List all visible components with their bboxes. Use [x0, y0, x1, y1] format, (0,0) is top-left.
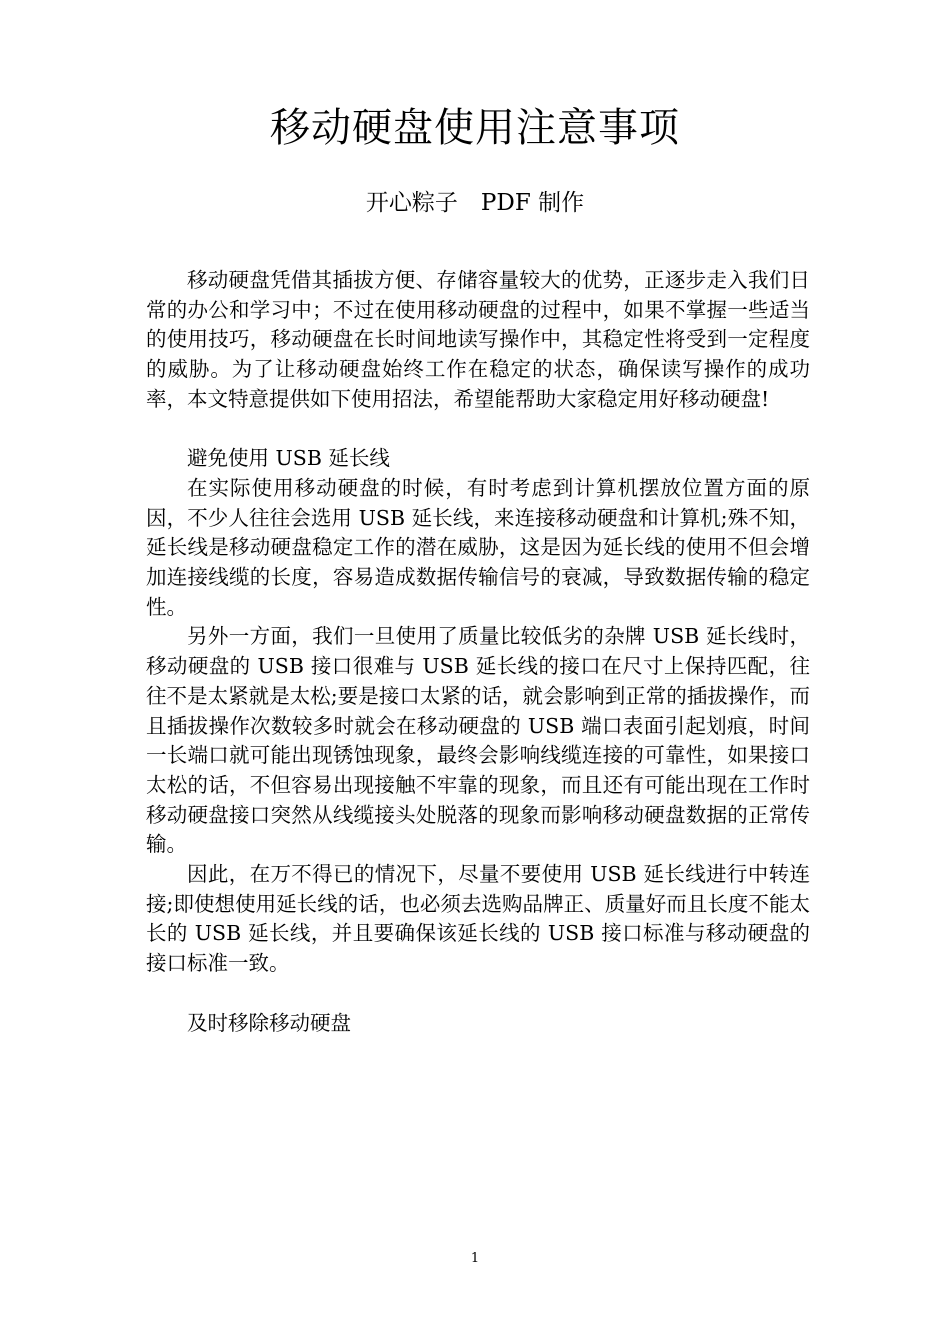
- document-subtitle: 开心粽子 PDF 制作: [365, 190, 585, 216]
- section1-paragraph: 因此，在万不得已的情况下，尽量不要使用 USB 延长线进行中转连接;即使想使用延长线的话，也必须去选购品牌正、质量好而且长度不能太长的 USB 延长线，并且要确保该延长线的 USB 接口标准与移动硬盘的接口标准一致。: [146, 862, 810, 976]
- section-heading-usb-extension: 避免使用 USB 延长线: [187, 446, 390, 471]
- section-heading-remove-drive: 及时移除移动硬盘: [187, 1010, 351, 1035]
- paragraph-spacer: [146, 979, 810, 1009]
- section1-paragraph: 在实际使用移动硬盘的时候，有时考虑到计算机摆放位置方面的原因，不少人往往会选用 USB 延长线，来连接移动硬盘和计算机;殊不知，延长线是移动硬盘稳定工作的潜在威胁，这是因为延长线的使用不但会增加连接线缆的长度，容易造成数据传输信号的衰减，导致数据传输的稳定性。: [146, 475, 810, 619]
- paragraph-spacer: [146, 415, 810, 445]
- section1-paragraph: 另外一方面，我们一旦使用了质量比较低劣的杂牌 USB 延长线时，移动硬盘的 USB 接口很难与 USB 延长线的接口在尺寸上保持匹配，往往不是太紧就是太松;要是接口太紧的话，就会影响到正常的插拔操作，而且插拔操作次数较多时就会在移动硬盘的 USB 端口表面引起划痕，时间一长端口就可能出现锈蚀现象，最终会影响线缆连接的可靠性，如果接口太松的话，不但容易出现接触不牢靠的现象，而且还有可能出现在工作时移动硬盘接口突然从线缆接头处脱落的现象而影响移动硬盘数据的正常传输。: [146, 624, 810, 857]
- document-body: [146, 266, 810, 1038]
- document-title: 移动硬盘使用注意事项: [270, 105, 680, 151]
- intro-paragraph: 移动硬盘凭借其插拔方便、存储容量较大的优势，正逐步走入我们日常的办公和学习中；不过在使用移动硬盘的过程中，如果不掌握一些适当的使用技巧，移动硬盘在长时间地读写操作中，其稳定性将受到一定程度的威胁。为了让移动硬盘始终工作在稳定的状态，确保读写操作的成功率，本文特意提供如下使用招法，希望能帮助大家稳定用好移动硬盘!: [146, 268, 810, 411]
- page-number: 1: [470, 1251, 480, 1266]
